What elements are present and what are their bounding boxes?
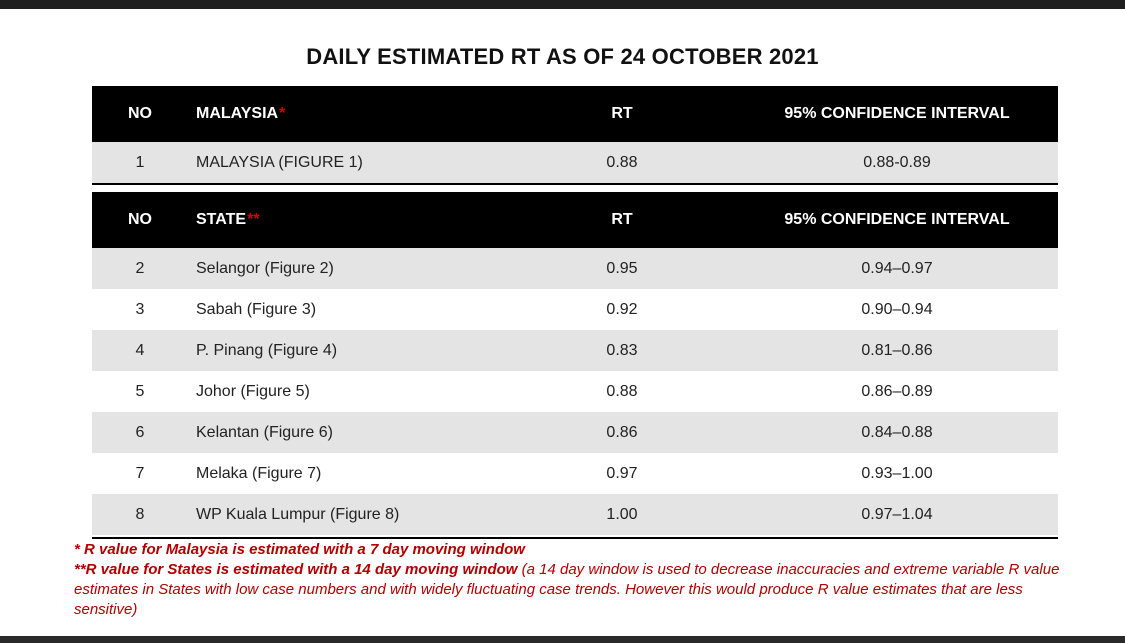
header-state-asterisk: **: [247, 211, 260, 228]
row-rt: 1.00: [606, 505, 638, 523]
bottom-border: [0, 636, 1125, 643]
row-rt: 0.95: [606, 259, 638, 277]
table-row: [92, 453, 1058, 494]
header-malaysia-asterisk: *: [279, 105, 286, 122]
table-row: [92, 371, 1058, 412]
row-name: P. Pinang (Figure 4): [196, 341, 338, 359]
footnotes: [74, 540, 1074, 620]
row-name: Melaka (Figure 7): [196, 464, 322, 482]
table-row: [92, 142, 1058, 183]
header-malaysia: [196, 86, 285, 142]
national-table-header: [92, 86, 1058, 142]
header-no: NO: [128, 105, 152, 122]
table-bottom-rule: [92, 537, 1058, 539]
row-ci: 0.93–1.00: [861, 464, 933, 482]
table-row: [92, 289, 1058, 330]
header-rt: RT: [611, 105, 633, 122]
row-no: 4: [135, 341, 145, 359]
footnote-states-bold: **R value for States is estimated with a 14 day moving window: [74, 561, 518, 578]
footnote-states-detail: (a 14 day window is used to decrease inaccuracies and extreme variable R value estimates in States with low case numbers and with widely fluctuating case trends. However this would produce R value estimates that are less sensitive): [74, 561, 1060, 618]
row-no: 2: [135, 259, 145, 277]
row-no: 3: [135, 300, 145, 318]
row-ci: 0.88-0.89: [863, 153, 931, 171]
row-no: 1: [135, 153, 145, 171]
row-no: 6: [135, 423, 145, 441]
row-rt: 0.86: [606, 423, 638, 441]
top-border: [0, 0, 1125, 9]
table-row: [92, 412, 1058, 453]
footnote-malaysia: * R value for Malaysia is estimated with a 7 day moving window: [74, 541, 525, 558]
header-no: NO: [128, 211, 152, 228]
header-state-label: STATE: [196, 211, 247, 228]
row-name: Selangor (Figure 2): [196, 259, 334, 277]
row-ci: 0.86–0.89: [861, 382, 933, 400]
row-no: 5: [135, 382, 145, 400]
row-no: 8: [135, 505, 145, 523]
row-no: 7: [135, 464, 145, 482]
row-rt: 0.92: [606, 300, 638, 318]
footnote-states: [74, 560, 1074, 620]
header-ci: 95% CONFIDENCE INTERVAL: [784, 211, 1010, 228]
state-table-header: [92, 192, 1058, 248]
row-rt: 0.88: [606, 382, 638, 400]
row-rt: 0.88: [606, 153, 638, 171]
row-ci: 0.97–1.04: [861, 505, 933, 523]
table-row: [92, 494, 1058, 535]
header-rt: RT: [611, 211, 633, 228]
header-malaysia-label: MALAYSIA: [196, 105, 279, 122]
row-ci: 0.81–0.86: [861, 341, 933, 359]
header-ci: 95% CONFIDENCE INTERVAL: [784, 105, 1010, 122]
table-divider: [92, 183, 1058, 185]
header-state: [196, 192, 260, 248]
table-row: [92, 248, 1058, 289]
row-name: MALAYSIA (FIGURE 1): [196, 153, 363, 171]
row-name: Sabah (Figure 3): [196, 300, 317, 318]
page-title: DAILY ESTIMATED RT AS OF 24 OCTOBER 2021: [306, 44, 819, 69]
row-name: WP Kuala Lumpur (Figure 8): [196, 505, 400, 523]
row-rt: 0.97: [606, 464, 638, 482]
row-ci: 0.90–0.94: [861, 300, 933, 318]
row-name: Johor (Figure 5): [196, 382, 310, 400]
row-ci: 0.84–0.88: [861, 423, 933, 441]
national-rt-table: [92, 86, 1058, 183]
row-ci: 0.94–0.97: [861, 259, 933, 277]
state-rt-table: [92, 192, 1058, 535]
row-rt: 0.83: [606, 341, 638, 359]
table-row: [92, 330, 1058, 371]
row-name: Kelantan (Figure 6): [196, 423, 333, 441]
